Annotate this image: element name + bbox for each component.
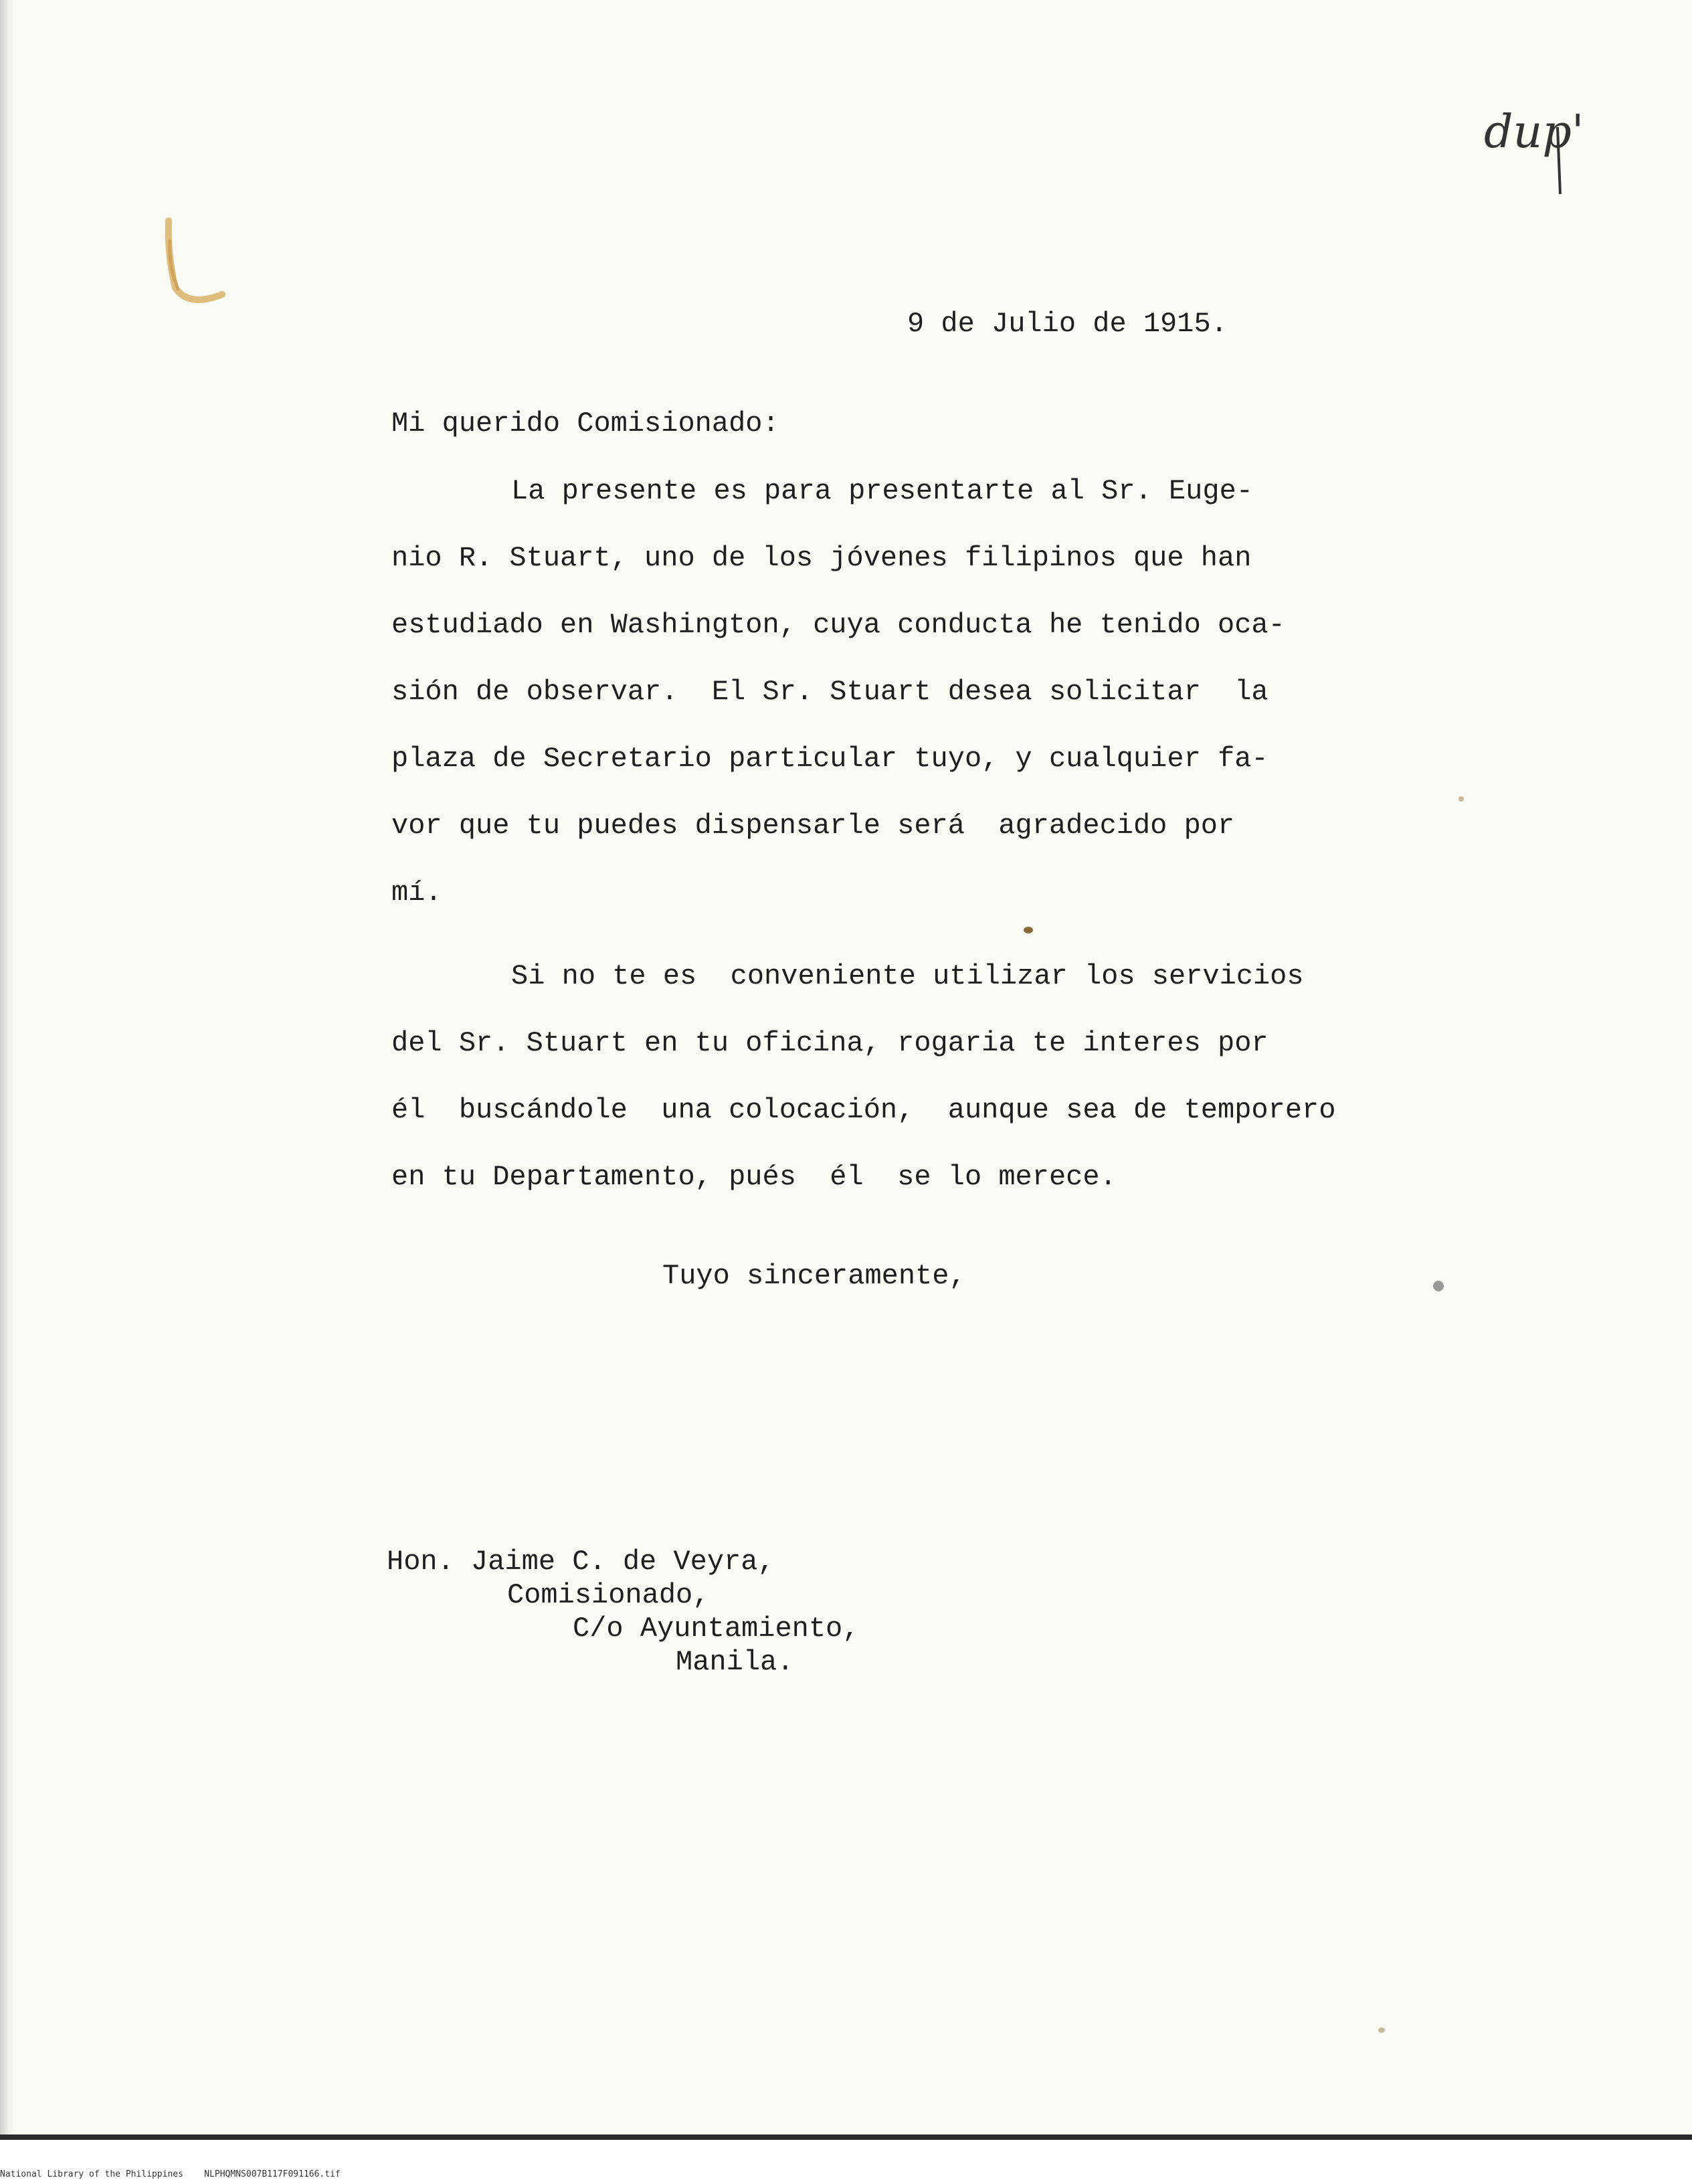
paper-speck <box>1378 2027 1385 2033</box>
paragraph-line: del Sr. Stuart en tu oficina, rogaria te interes por <box>391 1027 1268 1059</box>
handwritten-annotation <box>1479 94 1632 201</box>
paragraph-line: Si no te es conveniente utilizar los servicios <box>511 960 1304 992</box>
paragraph-line: en tu Departamento, pués él se lo merece. <box>391 1161 1117 1193</box>
paragraph-line: mí. <box>391 877 442 909</box>
letter-date: 9 de Julio de 1915. <box>907 308 1228 340</box>
paragraph-line: estudiado en Washington, cuya conducta he tenido oca- <box>391 609 1285 641</box>
address-line: Hon. Jaime C. de Veyra, <box>387 1546 775 1578</box>
paragraph-line: vor que tu puedes dispensarle será agradecido por <box>391 810 1235 842</box>
paragraph-line: sión de observar. El Sr. Stuart desea solicitar la <box>391 676 1268 708</box>
paper-speck <box>1459 796 1464 802</box>
svg-text:dup': dup' <box>1484 106 1584 159</box>
scan-left-edge <box>0 0 15 2134</box>
scan-bottom-edge <box>0 2134 1692 2140</box>
footer-library: National Library of the Philippines <box>0 2169 183 2179</box>
paper-speck <box>1433 1281 1444 1291</box>
scan-footer <box>0 2169 341 2179</box>
paragraph-line: La presente es para presentarte al Sr. Euge- <box>511 475 1253 507</box>
paper-speck <box>1024 927 1033 933</box>
footer-file: NLPHQMNS007B117F091166.tif <box>204 2169 341 2179</box>
address-line: Manila. <box>676 1646 794 1678</box>
address-line: Comisionado, <box>507 1579 710 1611</box>
closing: Tuyo sinceramente, <box>662 1260 966 1292</box>
salutation: Mi querido Comisionado: <box>391 407 779 440</box>
address-line: C/o Ayuntamiento, <box>573 1613 860 1645</box>
paragraph-line: plaza de Secretario particular tuyo, y cualquier fa- <box>391 743 1268 775</box>
paragraph-line: él buscándole una colocación, aunque sea de temporero <box>391 1094 1336 1126</box>
ink-stain-mark <box>155 214 236 314</box>
paragraph-line: nio R. Stuart, uno de los jóvenes filipinos que han <box>391 542 1252 574</box>
